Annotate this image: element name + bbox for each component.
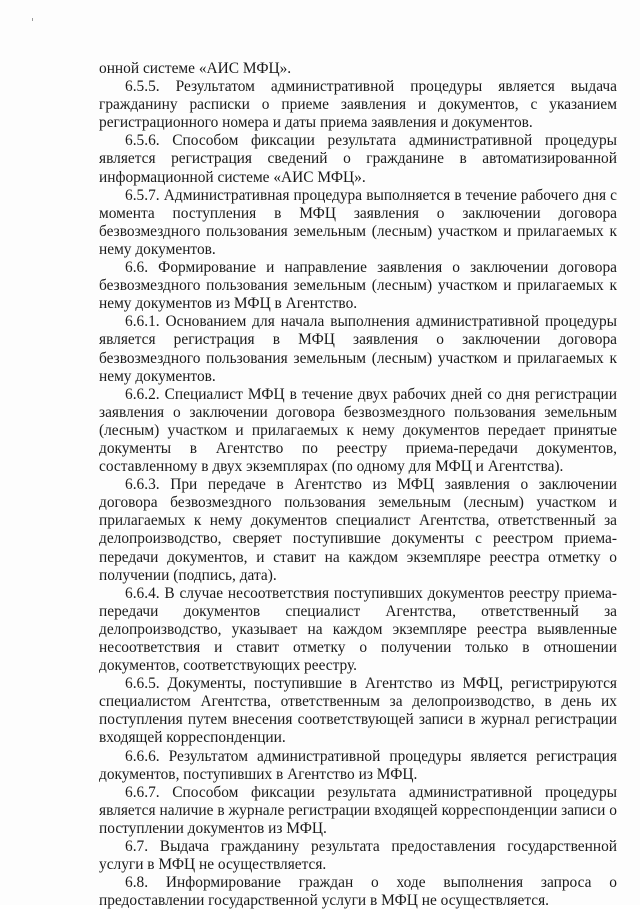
paragraph-6-6-3: 6.6.3. При передаче в Агентство из МФЦ заявления о заключении договора безвозмездного пользования земельным (лесным) участком и прилагаемых к нему документов специалист Агентства, ответственный за делопроизводство, сверяет поступившие документы с реестром приема-передачи документов, и ставит на каждом экземпляре реестра отметку о получении (подпись, дата). [99,476,617,584]
paragraph-6-6: 6.6. Формирование и направление заявления о заключении договора безвозмездного пользования земельным (лесным) участком и прилагаемых к нему документов из МФЦ в Агентство. [99,259,617,313]
paragraph-6-5-7: 6.5.7. Административная процедура выполняется в течение рабочего дня с момента поступления в МФЦ заявления о заключении договора безвозмездного пользования земельным (лесным) участком и прилагаемых к нему документов. [99,186,617,258]
paragraph-continuation: онной системе «АИС МФЦ». [99,60,292,77]
paragraph-6-6-4: 6.6.4. В случае несоответствия поступивших документов реестру приема-передачи документов специалист Агентства, ответственный за делопроизводство, указывает на каждом экземпляре реестра выявленные несоответствия и ставит отметку о получении только в отношении документов, соответствующих реестру. [99,584,617,675]
paragraph-6-6-2: 6.6.2. Специалист МФЦ в течение двух рабочих дней со дня регистрации заявления о заключении договора безвозмездного пользования земельным (лесным) участком и прилагаемых к нему документов передает принятые документы в Агентство по реестру приема-передачи документов, составленному в двух экземплярах (по одному для МФЦ и Агентства). [99,385,617,476]
paragraph-6-6-6: 6.6.6. Результатом административной процедуры является регистрация документов, поступивших в Агентство из МФЦ. [99,747,617,783]
paragraph-6-5-6: 6.5.6. Способом фиксации результата административной процедуры является регистрация сведений о гражданине в автоматизированной информационной системе «АИС МФЦ». [99,132,617,186]
paragraph-6-6-1: 6.6.1. Основанием для начала выполнения административной процедуры является регистрация в МФЦ заявления о заключении договора безвозмездного пользования земельным (лесным) участком и прилагаемых к нему документов. [99,313,617,385]
paragraph-6-6-7: 6.6.7. Способом фиксации результата административной процедуры является наличие в журнале регистрации входящей корреспонденции записи о поступлении документов из МФЦ. [99,783,617,837]
scan-speck [32,18,33,21]
paragraph-6-7: 6.7. Выдача гражданину результата предоставления государственной услуги в МФЦ не осуществляется. [99,838,617,874]
document-body [99,60,617,910]
paragraph-6-6-5: 6.6.5. Документы, поступившие в Агентство из МФЦ, регистрируются специалистом Агентства, ответственным за делопроизводство, в день их поступления путем внесения соответствующей записи в журнал регистрации входящей корреспонденции. [99,675,617,747]
paragraph-6-5-5: 6.5.5. Результатом административной процедуры является выдача гражданину расписки о приеме заявления и документов, с указанием регистрационного номера и даты приема заявления и документов. [99,78,617,132]
paragraph-6-8: 6.8. Информирование граждан о ходе выполнения запроса о предоставлении государственной услуги в МФЦ не осуществляется. [99,874,617,910]
